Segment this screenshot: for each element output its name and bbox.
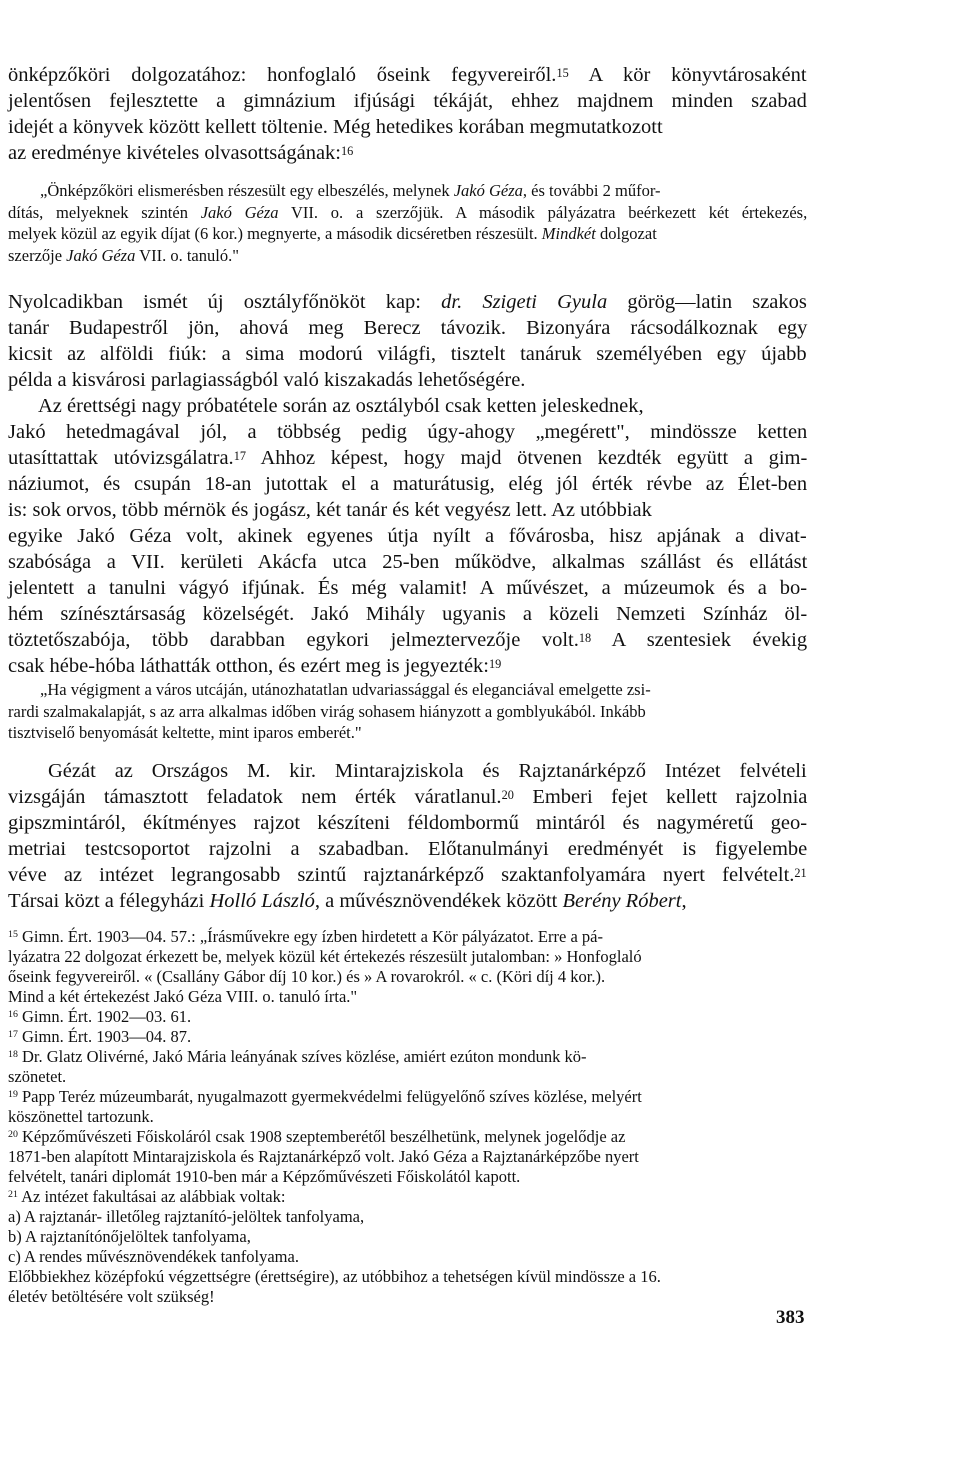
body-top-line bbox=[8, 140, 353, 166]
italic-text: Jakó Géza bbox=[66, 245, 136, 265]
text-run: Mind a két értekezést Jakó Géza VIII. o. tanuló írta." bbox=[8, 987, 358, 1006]
body-bottom-line bbox=[8, 862, 807, 888]
text-run: Papp Teréz múzeumbarát, nyugalmazott gyermekvédelmi felügyelőnő szíves közlése, melyért bbox=[17, 1087, 642, 1106]
text-run: náziumot, és csupán 18-an jutottak el a maturátusig, elég jól érték révbe az Élet-ben bbox=[8, 473, 808, 495]
text-run: Az érettségi nagy próbatétele során az osztályból csak ketten jeleskednek, bbox=[38, 395, 644, 417]
footnotes-line bbox=[8, 1187, 285, 1207]
body-mid-line bbox=[8, 419, 807, 445]
body-mid-line bbox=[8, 289, 807, 315]
text-run: görög—latin szakos bbox=[607, 291, 807, 313]
footnotes-line bbox=[8, 1087, 642, 1107]
footnote-reference: 21 bbox=[8, 1189, 18, 1200]
italic-text: Berény Róbert bbox=[562, 890, 682, 912]
text-run: utasíttattak utóvizsgálatra. bbox=[8, 447, 234, 469]
text-run: A kör könyvtárosaként bbox=[568, 64, 807, 86]
text-run: 1871-ben alapított Mintarajziskola és Rajztanárképző volt. Jakó Géza a Rajztanárképzőbe nyert bbox=[8, 1147, 639, 1166]
quote1-line bbox=[8, 245, 239, 266]
body-bottom-line bbox=[48, 758, 807, 784]
body-mid-line bbox=[8, 341, 807, 367]
text-run: VII. o. tanuló." bbox=[135, 245, 239, 265]
quote1-line bbox=[8, 202, 807, 223]
footnotes-line bbox=[8, 967, 605, 987]
text-run: tisztviselő benyomását keltette, mint iparos emberét." bbox=[8, 723, 362, 742]
text-run: Gimn. Ért. 1903—04. 57.: „Írásművekre egy ízben hirdetett a Kör pályázatot. Erre a pá- bbox=[17, 927, 603, 946]
footnotes-line bbox=[8, 1147, 639, 1167]
text-run: egyike Jakó Géza volt, akinek egyenes útja nyílt a fővárosba, hisz apjának a divat- bbox=[8, 525, 807, 547]
text-run: dolgozat bbox=[595, 224, 657, 243]
text-run: gipszmintáról, ékítményes rajzot készíteni féldombormű mintáról és nagyméretű geo- bbox=[8, 812, 808, 834]
text-run: , bbox=[681, 890, 687, 912]
footnotes-line bbox=[8, 1027, 191, 1047]
footnotes-line bbox=[8, 947, 642, 967]
body-mid-line bbox=[8, 523, 807, 549]
body-top-line bbox=[8, 88, 807, 114]
footnotes-line bbox=[8, 1287, 215, 1307]
text-run: vizsgáján támasztott feladatok nem érték váratlanul. bbox=[8, 786, 502, 808]
footnote-reference: 20 bbox=[8, 1129, 18, 1140]
footnote-reference: 19 bbox=[8, 1089, 18, 1100]
text-run: felvételt, tanári diplomát 1910-ben már a Képzőművészeti Főiskolától kapott. bbox=[8, 1167, 521, 1186]
text-run: „Ha végigment a város utcáján, utánozhatatlan udvariassággal és eleganciával emelgette zsi- bbox=[40, 680, 651, 699]
text-run: jelentősen fejlesztette a gimnázium ifjúsági tékáját, ehhez majdnem minden szabad bbox=[8, 90, 807, 112]
text-run: melyek közül az egyik díjat (6 kor.) megnyerte, a második dicséretben részesült. bbox=[8, 224, 542, 243]
body-mid-line bbox=[38, 393, 644, 419]
text-run: Képzőművészeti Főiskoláról csak 1908 szeptemberétől beszélhetünk, melynek jogelődje az bbox=[17, 1127, 626, 1146]
text-run: szabósága a VII. kerületi Akácfa utca 25-ben működve, alkalmas szállást és ellátást bbox=[8, 551, 808, 573]
body-mid-line bbox=[8, 653, 501, 679]
italic-text: Jakó Géza bbox=[200, 202, 279, 222]
text-run: metriai testcsoportot rajzolni a szabadban. Előtanulmányi eredményét is figyelembe bbox=[8, 838, 808, 860]
text-run: csak hébe-hóba láthatták otthon, és ezért meg is jegyezték: bbox=[8, 655, 489, 677]
text-run: példa a kisvárosi parlagiasságból való kiszakadás lehetőségére. bbox=[8, 369, 526, 391]
text-run: Előbbiekhez középfokú végzettségre (érettségire), az utóbbihoz a tehetségen kívül mindössze a 16. bbox=[8, 1267, 661, 1286]
text-run: is: sok orvos, több mérnök és jogász, két tanár és két vegyész lett. Az utóbbiak bbox=[8, 499, 652, 521]
body-bottom-line bbox=[8, 810, 807, 836]
body-bottom-line bbox=[8, 888, 687, 914]
footnotes-line bbox=[8, 1247, 299, 1267]
text-run: b) A rajztanítónőjelöltek tanfolyama, bbox=[8, 1227, 251, 1246]
text-run: életév betöltésére volt szükség! bbox=[8, 1287, 215, 1306]
text-run: kicsit az alföldi fiúk: a sima modorú világfi, tisztelt tanáruk személyében egy újabb bbox=[8, 343, 807, 365]
body-bottom-line bbox=[8, 784, 807, 810]
body-mid-line bbox=[8, 601, 807, 627]
text-run: , a művésznövendékek között bbox=[314, 890, 563, 912]
body-top-line bbox=[8, 114, 663, 140]
body-mid-line bbox=[8, 471, 807, 497]
text-run: véve az intézet legrangosabb szintű rajztanárképző szaktanfolyamára nyert felvételt. bbox=[8, 864, 795, 886]
footnotes-line bbox=[8, 987, 357, 1007]
italic-text: Holló László bbox=[209, 890, 315, 912]
footnote-reference: 19 bbox=[489, 657, 502, 671]
footnotes-line bbox=[8, 1227, 251, 1247]
footnote-reference: 21 bbox=[794, 866, 807, 880]
text-run: köszönettel tartozunk. bbox=[8, 1107, 154, 1126]
text-run: Dr. Glatz Olivérné, Jakó Mária leányának szíves közlése, amiért ezúton mondunk kö- bbox=[17, 1047, 587, 1066]
text-run: Gimn. Ért. 1902—03. 61. bbox=[17, 1007, 192, 1026]
body-mid-line bbox=[8, 315, 807, 341]
text-run: VII. o. a szerzőjük. A második pályázatra beérkezett két értekezés, bbox=[278, 202, 808, 222]
italic-text: dr. Szigeti Gyula bbox=[441, 291, 608, 313]
italic-text: Mindkét bbox=[541, 224, 596, 243]
text-run: töztetőszabója, több darabban egykori jelmeztervezője volt. bbox=[8, 629, 579, 651]
footnote-reference: 15 bbox=[8, 929, 18, 940]
quote1-line bbox=[40, 180, 661, 201]
body-bottom-line bbox=[8, 836, 807, 862]
text-run: Nyolcadikban ismét új osztályfőnököt kap: bbox=[8, 291, 442, 313]
footnote-reference: 16 bbox=[8, 1009, 18, 1020]
text-run: a) A rajztanár- illetőleg rajztanító-jelöltek tanfolyama, bbox=[8, 1207, 365, 1226]
text-run: Gimn. Ért. 1903—04. 87. bbox=[17, 1027, 192, 1046]
quote2-line bbox=[8, 722, 362, 743]
text-run: jelentett a tanulni vágyó ifjúnak. És még valamit! A művészet, a múzeumok és a bo- bbox=[8, 577, 808, 599]
text-run: A szentesiek évekig bbox=[591, 629, 808, 651]
footnotes-line bbox=[8, 1127, 625, 1147]
text-run: hém színésztársaság közelségét. Jakó Mihály ugyanis a közeli Nemzeti Színház öl- bbox=[8, 603, 808, 625]
text-run: c) A rendes művésznövendékek tanfolyama. bbox=[8, 1247, 299, 1266]
page-number: 383 bbox=[776, 1307, 805, 1328]
footnotes-line bbox=[8, 1047, 586, 1067]
footnote-reference: 18 bbox=[578, 631, 592, 645]
text-run: tanár Budapestről jön, ahová meg Berecz távozik. Bizonyára rácsodálkoznak egy bbox=[8, 317, 808, 339]
text-run: szerzője bbox=[8, 245, 67, 265]
text-run: az eredménye kivételes olvasottságának: bbox=[8, 142, 341, 164]
text-run: dítás, melyeknek szintén bbox=[8, 202, 201, 222]
text-run: Emberi fejet kellett rajzolnia bbox=[513, 786, 808, 808]
footnote-reference: 18 bbox=[8, 1049, 18, 1060]
footnote-reference: 16 bbox=[341, 144, 354, 158]
italic-text: Jakó Géza bbox=[453, 181, 523, 200]
footnotes-line bbox=[8, 1067, 66, 1087]
footnote-reference: 20 bbox=[501, 788, 514, 802]
text-run: Az intézet fakultásai az alábbiak voltak: bbox=[17, 1187, 286, 1206]
footnote-reference: 15 bbox=[556, 66, 569, 80]
footnotes-line bbox=[8, 1107, 154, 1127]
body-top-line bbox=[8, 62, 807, 88]
quote2-line bbox=[8, 701, 646, 722]
text-run: lyázatra 22 dolgozat érkezett be, melyek közül két értekezés részesült jutalomban: » Honfoglaló bbox=[8, 947, 642, 966]
footnotes-line bbox=[8, 1167, 520, 1187]
text-run: Jakó hetedmagával jól, a többség pedig úgy-ahogy „megérett", mindössze ketten bbox=[8, 421, 808, 443]
footnotes-line bbox=[8, 927, 603, 947]
body-mid-line bbox=[8, 627, 807, 653]
footnote-reference: 17 bbox=[8, 1029, 18, 1040]
text-run: Ahhoz képest, hogy majd ötvenen kezdték együtt a gim- bbox=[245, 447, 808, 469]
text-run: rardi szalmakalapját, s az arra alkalmas időben virág sohasem hiányzott a gomblyukából. Inkább bbox=[8, 701, 646, 721]
body-mid-line bbox=[8, 497, 652, 523]
body-mid-line bbox=[8, 367, 525, 393]
body-mid-line bbox=[8, 549, 807, 575]
quote1-line bbox=[8, 223, 657, 244]
text-run: , és további 2 műfor- bbox=[522, 181, 661, 200]
footnotes-line bbox=[8, 1267, 661, 1287]
text-run: „Önképzőköri elismerésben részesült egy elbeszélés, melynek bbox=[40, 181, 454, 200]
body-mid-line bbox=[8, 445, 807, 471]
quote2-line bbox=[40, 679, 651, 700]
text-run: idejét a könyvek között kellett töltenie. Még hetedikes korában megmutatkozott bbox=[8, 116, 663, 138]
text-run: önképzőköri dolgozatához: honfoglaló őseink fegyvereiről. bbox=[8, 64, 557, 86]
body-mid-line bbox=[8, 575, 807, 601]
text-run: őseink fegyvereiről. « (Csallány Gábor díj 10 kor.) és » A rovarokról. « c. (Köri díj 4 kor.). bbox=[8, 967, 606, 986]
text-run: Társai közt a félegyházi bbox=[8, 890, 210, 912]
footnote-reference: 17 bbox=[233, 449, 246, 463]
text-run: Gézát az Országos M. kir. Mintarajziskola és Rajztanárképző Intézet felvételi bbox=[48, 760, 807, 782]
footnotes-line bbox=[8, 1207, 364, 1227]
footnotes-line bbox=[8, 1007, 191, 1027]
text-run: szönetet. bbox=[8, 1067, 67, 1086]
